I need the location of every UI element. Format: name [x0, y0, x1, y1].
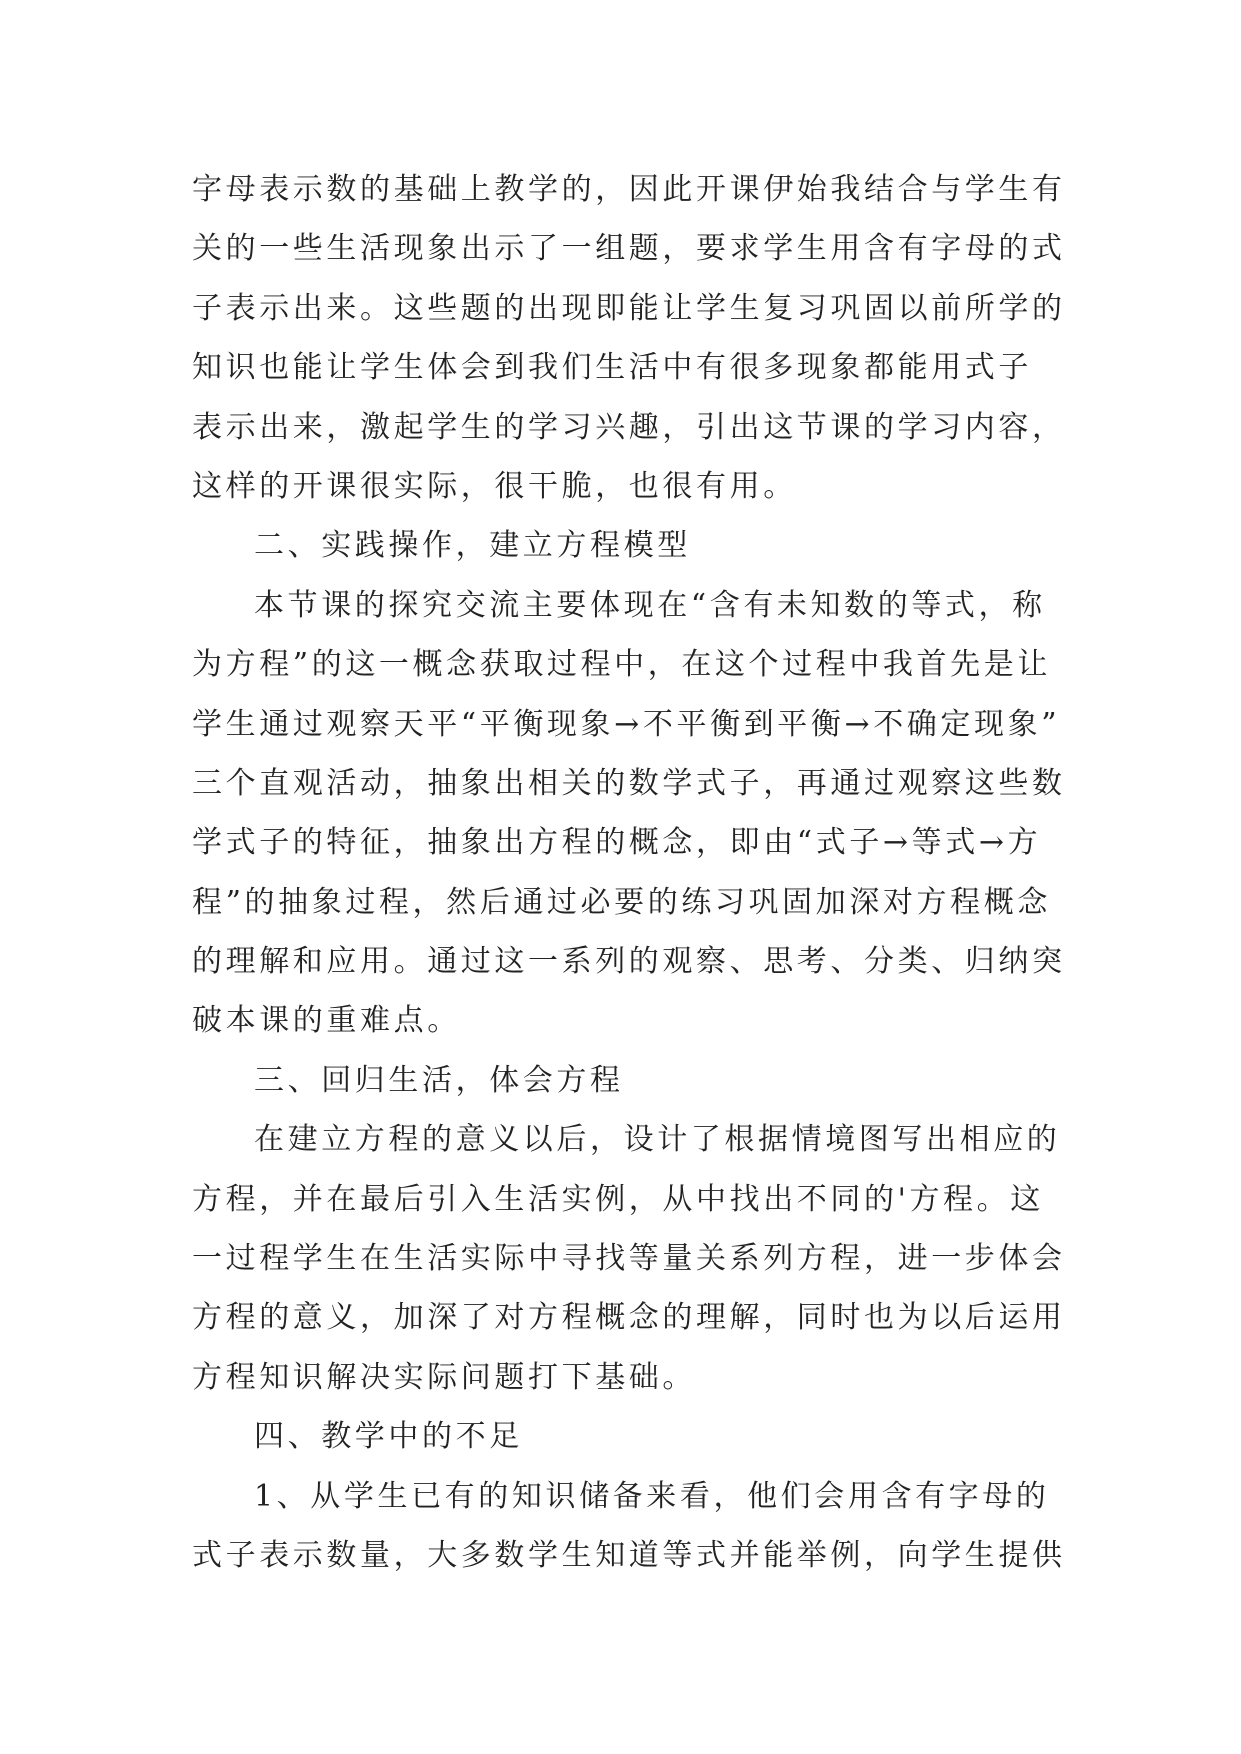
document-body	[192, 160, 1066, 1585]
text-line: 破本课的重难点。	[192, 1003, 461, 1039]
paragraph-start-line: 四、教学中的不足	[254, 1419, 523, 1455]
text-line: 这样的开课很实际，很干脆，也很有用。	[192, 468, 797, 504]
text-line: 学生通过观察天平“平衡现象→不平衡到平衡→不确定现象”	[192, 706, 1061, 742]
text-line: 程”的抽象过程，然后通过必要的练习巩固加深对方程概念	[192, 884, 1051, 920]
text-line: 三个直观活动，抽象出相关的数学式子，再通过观察这些数	[192, 765, 1066, 801]
text-line: 一过程学生在生活实际中寻找等量关系列方程，进一步体会	[192, 1241, 1066, 1277]
paragraph-start-line: 三、回归生活，体会方程	[254, 1062, 624, 1098]
text-line: 表示出来，激起学生的学习兴趣，引出这节课的学习内容，	[192, 409, 1066, 445]
text-line: 为方程”的这一概念获取过程中，在这个过程中我首先是让	[192, 647, 1051, 683]
text-line: 方程，并在最后引入生活实例，从中找出不同的'方程。这	[192, 1181, 1044, 1217]
paragraph-start-line: 本节课的探究交流主要体现在“含有未知数的等式，称	[254, 587, 1046, 623]
text-line: 式子表示数量，大多数学生知道等式并能举例，向学生提供	[192, 1537, 1066, 1573]
text-line: 的理解和应用。通过这一系列的观察、思考、分类、归纳突	[192, 944, 1066, 980]
text-line: 方程知识解决实际问题打下基础。	[192, 1359, 696, 1395]
paragraph-start-line: 二、实践操作，建立方程模型	[254, 528, 691, 564]
paragraph-start-line: 在建立方程的意义以后，设计了根据情境图写出相应的	[254, 1122, 1061, 1158]
text-line: 知识也能让学生体会到我们生活中有很多现象都能用式子	[192, 350, 1032, 386]
text-line: 方程的意义，加深了对方程概念的理解，同时也为以后运用	[192, 1300, 1066, 1336]
paragraph-start-line: 1、从学生已有的知识储备来看，他们会用含有字母的	[254, 1478, 1050, 1514]
text-line: 学式子的特征，抽象出方程的概念，即由“式子→等式→方	[192, 825, 1042, 861]
text-line: 字母表示数的基础上教学的，因此开课伊始我结合与学生有	[192, 172, 1066, 207]
text-line: 关的一些生活现象出示了一组题，要求学生用含有字母的式	[192, 231, 1066, 267]
text-line: 子表示出来。这些题的出现即能让学生复习巩固以前所学的	[192, 290, 1066, 326]
